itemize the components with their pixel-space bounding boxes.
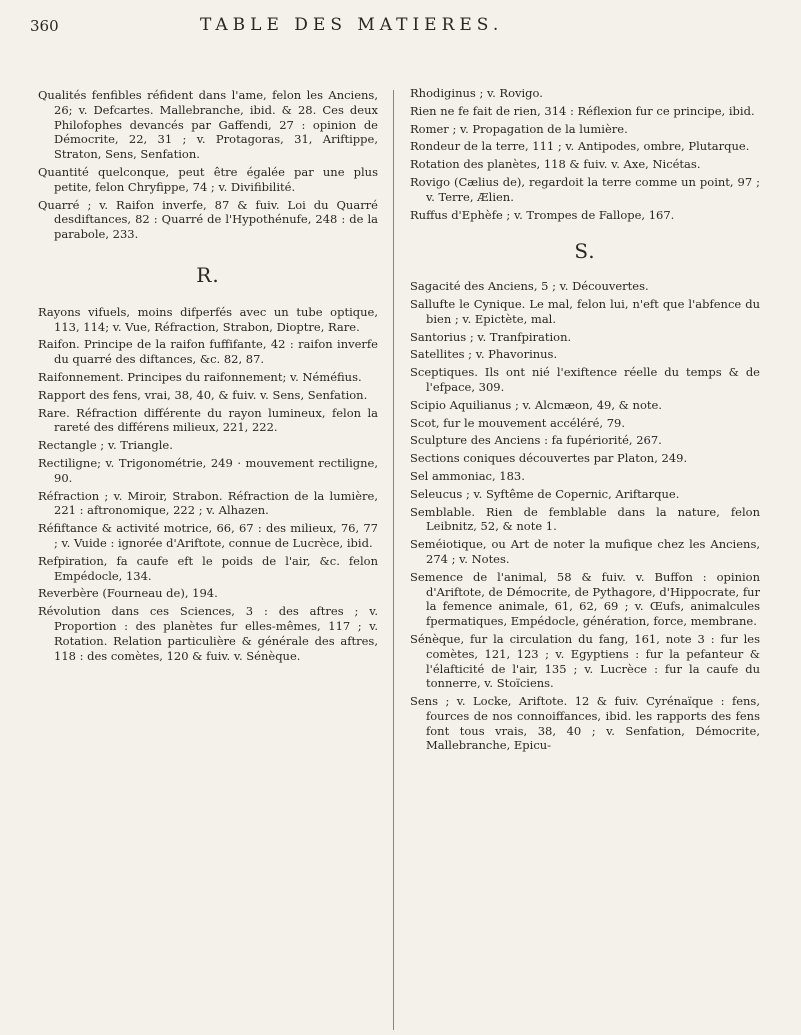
index-entry: Semblable. Rien de femblable dans la nature, felon Leibnitz, 52, & note 1. bbox=[410, 504, 760, 534]
index-entry: Sallufte le Cynique. Le mal, felon lui, n'eft que l'abfence du bien ; v. Epictète, mal. bbox=[410, 296, 760, 326]
index-entry: Rondeur de la terre, 111 ; v. Antipodes, ombre, Plutarque. bbox=[410, 139, 750, 154]
index-entry: Rotation des planètes, 118 & fuiv. v. Axe, Nicétas. bbox=[410, 157, 701, 172]
left-column bbox=[38, 88, 378, 666]
index-entry: Satellites ; v. Phavorinus. bbox=[410, 347, 558, 362]
index-entry: Rovigo (Cælius de), regardoit la terre comme un point, 97 ; v. Terre, Ælien. bbox=[410, 174, 760, 204]
index-entry: Rectiligne; v. Trigonométrie, 249 · mouvement rectiligne, 90. bbox=[38, 455, 378, 485]
page-number: 360 bbox=[30, 17, 59, 35]
index-entry: Scot, fur le mouvement accéléré, 79. bbox=[410, 415, 625, 430]
index-entry: Refpiration, fa caufe eft le poids de l'air, &c. felon Empédocle, 134. bbox=[38, 553, 378, 583]
index-entry: Seleucus ; v. Syftême de Copernic, Ariftarque. bbox=[410, 486, 680, 501]
index-entry: Rayons vifuels, moins difperfés avec un tube optique, 113, 114; v. Vue, Réfraction, Strabon, Dioptre, Rare. bbox=[38, 304, 378, 334]
index-entry: Romer ; v. Propagation de la lumière. bbox=[410, 121, 628, 136]
index-entry: Raifon. Principe de la raifon fuffifante, 42 : raifon inverfe du quarré des diftances, &c. 82, 87. bbox=[38, 337, 378, 367]
index-entry: Sculpture des Anciens : fa fupériorité, 267. bbox=[410, 433, 662, 448]
running-title: TABLE DES MATIERES. bbox=[200, 15, 504, 35]
index-entry: Scipio Aquilianus ; v. Alcmæon, 49, & note. bbox=[410, 397, 662, 412]
index-entry: Rare. Réfraction différente du rayon lumineux, felon la rareté des différens milieux, 221, 222. bbox=[38, 405, 378, 435]
index-entry: Sénèque, fur la circulation du fang, 161, note 3 : fur les comètes, 121, 123 ; v. Egyptiens : fur la pefanteur & l'élafticité de l'air, 135 ; v. Lucrèce : fur la caufe du tonnerre, v. Stoïciens. bbox=[410, 631, 760, 691]
index-entry: Seméiotique, ou Art de noter la mufique chez les Anciens, 274 ; v. Notes. bbox=[410, 537, 760, 566]
index-entry: Sel ammoniac, 183. bbox=[410, 468, 525, 483]
page-header bbox=[30, 15, 775, 45]
column-divider bbox=[393, 90, 394, 1030]
section-letter-r: R. bbox=[196, 262, 220, 287]
section-letter-s: S. bbox=[574, 239, 596, 264]
index-entry: Rien ne fe fait de rien, 314 : Réflexion fur ce principe, ibid. bbox=[410, 103, 755, 118]
index-entry: Quarré ; v. Raifon inverfe, 87 & fuiv. Loi du Quarré desdiftances, 82 : Quarré de l'Hypothénufe, 248 : de la parabole, 233. bbox=[38, 197, 378, 242]
index-entry: Reverbère (Fourneau de), 194. bbox=[38, 586, 218, 601]
index-entry: Rapport des fens, vrai, 38, 40, & fuiv. v. Sens, Senfation. bbox=[38, 387, 368, 402]
index-entry: Sens ; v. Locke, Ariftote. 12 & fuiv. Cyrénaïque : fens, fources de nos connoiffances, ibid. les rapports des fens font tous vrais, 38, 40 ; v. Senfation, Démocrite, Mallebranche, Epicu- bbox=[410, 694, 760, 753]
index-entry: Révolution dans ces Sciences, 3 : des aftres ; v. Proportion : des planètes fur elles-mêmes, 117 ; v. Rotation. Relation particulière & générale des aftres, 118 : des comètes, 120 & fuiv. v. Sénèque. bbox=[38, 604, 378, 663]
index-entry: Rhodiginus ; v. Rovigo. bbox=[410, 86, 543, 100]
index-entry: Semence de l'animal, 58 & fuiv. v. Buffon : opinion d'Ariftote, de Démocrite, de Pythagore, d'Hippocrate, fur la femence animale, 61, 62, 69 ; v. Œufs, animalcules fpermatiques, Empédocle, génération, force, membrane. bbox=[410, 569, 760, 629]
index-entry: Sagacité des Anciens, 5 ; v. Découvertes. bbox=[410, 279, 649, 294]
index-entry: Réfraction ; v. Miroir, Strabon. Réfraction de la lumière, 221 : aftronomique, 222 ; v. Alhazen. bbox=[38, 488, 378, 518]
index-entry: Réfiftance & activité motrice, 66, 67 : des milieux, 76, 77 ; v. Vuide : ignorée d'Ariftote, connue de Lucrèce, ibid. bbox=[38, 521, 378, 550]
index-entry: Rectangle ; v. Triangle. bbox=[38, 438, 173, 453]
index-entry: Raifonnement. Principes du raifonnement; v. Néméfius. bbox=[38, 369, 362, 384]
index-entry: Sceptiques. Ils ont nié l'exiftence réelle du temps & de l'efpace, 309. bbox=[410, 365, 760, 394]
right-column bbox=[410, 86, 760, 756]
index-entry: Qualités fenfibles réfident dans l'ame, felon les Anciens, 26; v. Defcartes. Mallebranche, ibid. & 28. Ces deux Philofophes devancés par Gaffendi, 27 : opinion de Démocrite, 22, 31 ; v. Protagoras, 31, Ariftippe, Straton, Sens, Senfation. bbox=[38, 88, 378, 162]
index-entry: Quantité quelconque, peut être égalée par une plus petite, felon Chryfippe, 74 ; v. Divifibilité. bbox=[38, 164, 378, 194]
index-entry: Sections coniques découvertes par Platon, 249. bbox=[410, 451, 688, 466]
index-entry: Ruffus d'Ephèfe ; v. Trompes de Fallope, 167. bbox=[410, 207, 675, 222]
index-entry: Santorius ; v. Tranfpiration. bbox=[410, 329, 572, 344]
